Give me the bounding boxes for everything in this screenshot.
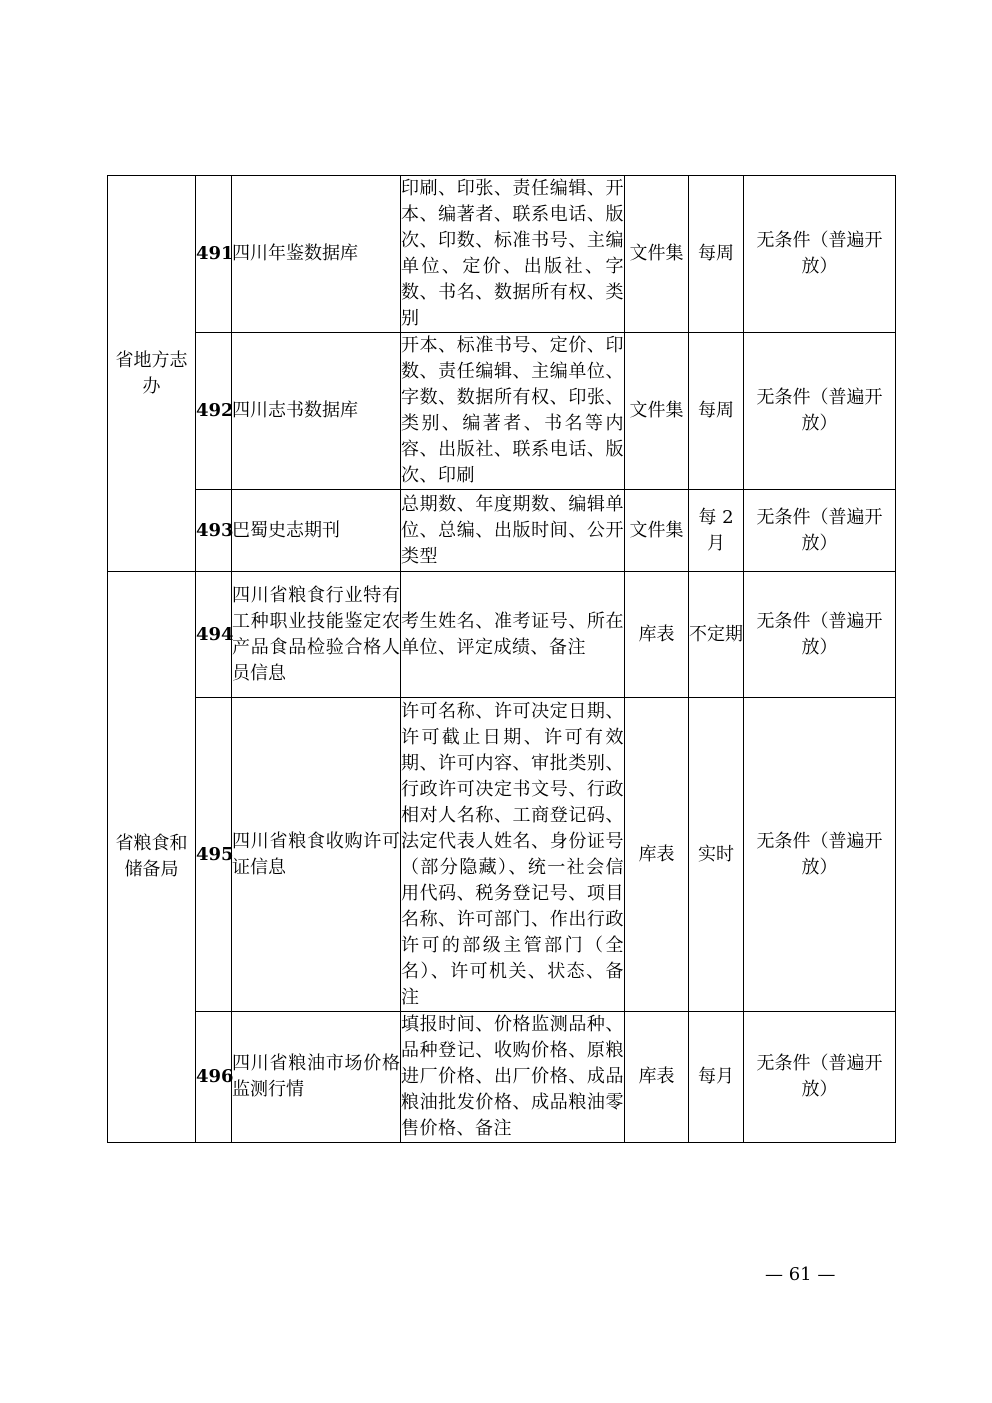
resource-name: 四川省粮食行业特有工种职业技能鉴定农产品食品检验合格人员信息 <box>232 572 401 698</box>
page-number: — 61 — <box>765 1264 836 1285</box>
update-frequency: 每周 <box>689 176 744 333</box>
row-number: 495 <box>196 698 232 1012</box>
resource-format: 文件集 <box>625 333 689 490</box>
resource-name: 四川省粮食收购许可证信息 <box>232 698 401 1012</box>
table-row <box>108 572 896 698</box>
resource-name: 四川省粮油市场价格监测行情 <box>232 1012 401 1143</box>
sharing-condition: 无条件（普遍开放） <box>744 572 896 698</box>
update-frequency: 每周 <box>689 333 744 490</box>
data-catalog-table <box>107 175 896 1143</box>
row-number: 494 <box>196 572 232 698</box>
department-cell: 省地方志办 <box>108 176 196 572</box>
table-row <box>108 176 896 333</box>
resource-format: 库表 <box>625 698 689 1012</box>
data-items: 许可名称、许可决定日期、许可截止日期、许可有效期、许可内容、审批类别、行政许可决定书文号、行政相对人名称、工商登记码、法定代表人姓名、身份证号（部分隐藏）、统一社会信用代码、税务登记号、项目名称、许可部门、作出行政许可的部级主管部门（全名）、许可机关、状态、备注 <box>401 698 625 1012</box>
data-items: 填报时间、价格监测品种、品种登记、收购价格、原粮进厂价格、出厂价格、成品粮油批发价格、成品粮油零售价格、备注 <box>401 1012 625 1143</box>
sharing-condition: 无条件（普遍开放） <box>744 1012 896 1143</box>
resource-format: 库表 <box>625 1012 689 1143</box>
table-row <box>108 1012 896 1143</box>
data-items: 考生姓名、准考证号、所在单位、评定成绩、备注 <box>401 572 625 698</box>
sharing-condition: 无条件（普遍开放） <box>744 698 896 1012</box>
update-frequency: 不定期 <box>689 572 744 698</box>
row-number: 491 <box>196 176 232 333</box>
table-row <box>108 490 896 572</box>
data-items: 开本、标准书号、定价、印数、责任编辑、主编单位、字数、数据所有权、印张、类别、编著者、书名等内容、出版社、联系电话、版次、印刷 <box>401 333 625 490</box>
data-items: 总期数、年度期数、编辑单位、总编、出版时间、公开类型 <box>401 490 625 572</box>
row-number: 496 <box>196 1012 232 1143</box>
update-frequency: 每月 <box>689 1012 744 1143</box>
resource-format: 文件集 <box>625 490 689 572</box>
row-number: 492 <box>196 333 232 490</box>
update-frequency: 实时 <box>689 698 744 1012</box>
update-frequency: 每 2 月 <box>689 490 744 572</box>
sharing-condition: 无条件（普遍开放） <box>744 333 896 490</box>
sharing-condition: 无条件（普遍开放） <box>744 490 896 572</box>
department-cell: 省粮食和储备局 <box>108 572 196 1143</box>
row-number: 493 <box>196 490 232 572</box>
table-row <box>108 698 896 1012</box>
resource-name: 四川年鉴数据库 <box>232 176 401 333</box>
resource-format: 库表 <box>625 572 689 698</box>
resource-format: 文件集 <box>625 176 689 333</box>
sharing-condition: 无条件（普遍开放） <box>744 176 896 333</box>
data-items: 印刷、印张、责任编辑、开本、编著者、联系电话、版次、印数、标准书号、主编单位、定价、出版社、字数、书名、数据所有权、类别 <box>401 176 625 333</box>
resource-name: 四川志书数据库 <box>232 333 401 490</box>
resource-name: 巴蜀史志期刊 <box>232 490 401 572</box>
table-row <box>108 333 896 490</box>
